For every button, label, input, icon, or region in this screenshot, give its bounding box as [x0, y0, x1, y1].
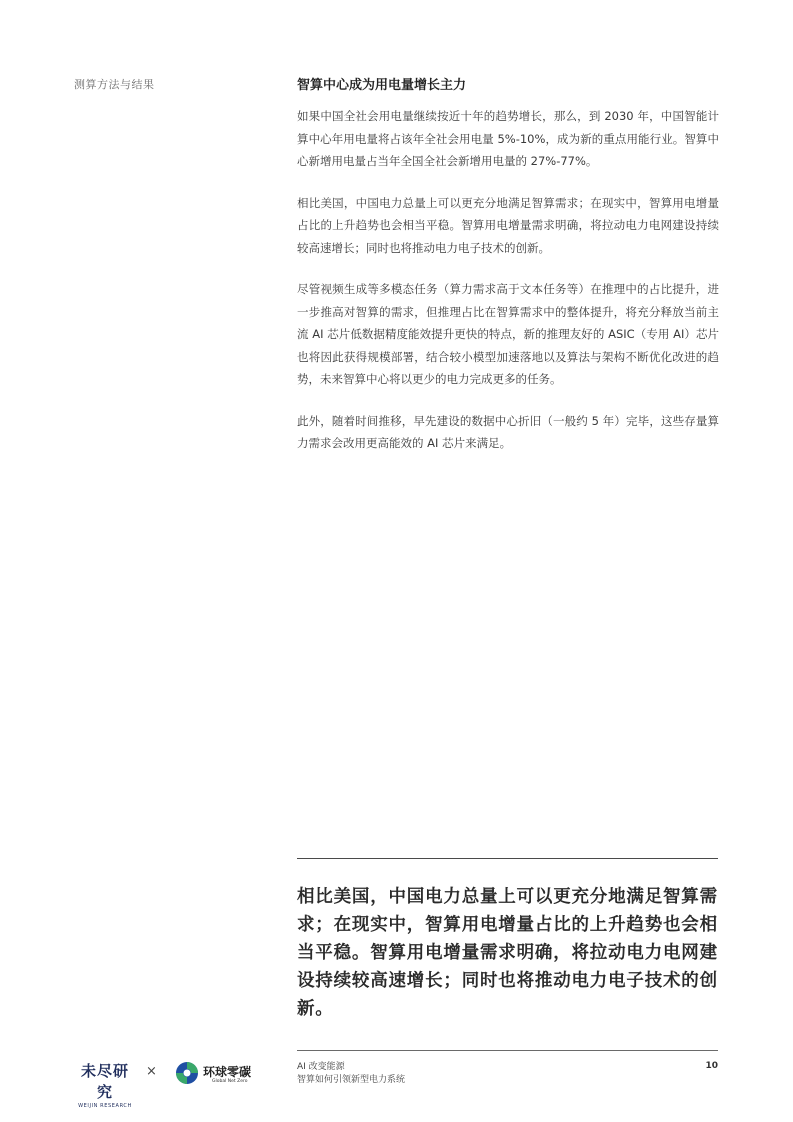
weijin-logo-subtext: WEIJIN RESEARCH: [78, 1103, 132, 1109]
paragraph-2: 相比美国，中国电力总量上可以更充分地满足智算需求；在现实中，智算用电增量占比的上升趋势也会相当平稳。智算用电增量需求明确，将拉动电力电网建设持续较高速增长；同时也将推动电力电子技术的创新。: [297, 195, 719, 255]
body-text: [297, 105, 719, 474]
gnz-logo-text: 环球零碳: [203, 1065, 252, 1079]
logo-separator: ×: [146, 1064, 157, 1079]
weijin-logo-text: 未尽研究: [80, 1062, 129, 1101]
page-number: 10: [705, 1061, 718, 1071]
footer-title-line-1: AI 改变能源: [297, 1062, 345, 1072]
gnz-logo-subtext: Global Net Zero: [212, 1079, 248, 1084]
section-heading: 智算中心成为用电量增长主力: [297, 78, 467, 93]
global-net-zero-icon: [175, 1061, 199, 1085]
paragraph-3: 尽管视频生成等多模态任务（算力需求高于文本任务等）在推理中的占比提升，进一步推高对智算的需求，但推理占比在智算需求中的整体提升，将充分释放当前主流 AI 芯片低数据精度能效提升更快的特点，新的推理友好的 ASIC（专用 AI）芯片也将因此获得规模部署，结合较小模型加速落地以及算法与架构不断优化改进的趋势，未来智算中心将以更少的电力完成更多的任务。: [297, 282, 719, 386]
footer-divider: [297, 1050, 718, 1051]
paragraph-1: 如果中国全社会用电量继续按近十年的趋势增长，那么，到 2030 年，中国智能计算中心年用电量将占该年全社会用电量 5%-10%，成为新的重点用能行业。智算中心新增用电量占当年全国全社会新增用电量的 27%-77%。: [297, 109, 719, 168]
footer-title-line-2: 智算如何引领新型电力系统: [297, 1075, 406, 1085]
pull-quote-divider: [297, 858, 718, 859]
footer-report-title: [297, 1061, 405, 1087]
pull-quote: 相比美国，中国电力总量上可以更充分地满足智算需求；在现实中，智算用电增量占比的上升趋势也会相当平稳。智算用电增量需求明确，将拉动电力电网建设持续较高速增长；同时也将推动电力电子技术的创新。: [297, 887, 718, 1019]
section-label: 测算方法与结果: [74, 78, 155, 91]
weijin-research-logo: [74, 1060, 136, 1109]
paragraph-4: 此外，随着时间推移，早先建设的数据中心折旧（一般约 5 年）完毕，这些存量算力需求会改用更高能效的 AI 芯片来满足。: [297, 413, 719, 450]
